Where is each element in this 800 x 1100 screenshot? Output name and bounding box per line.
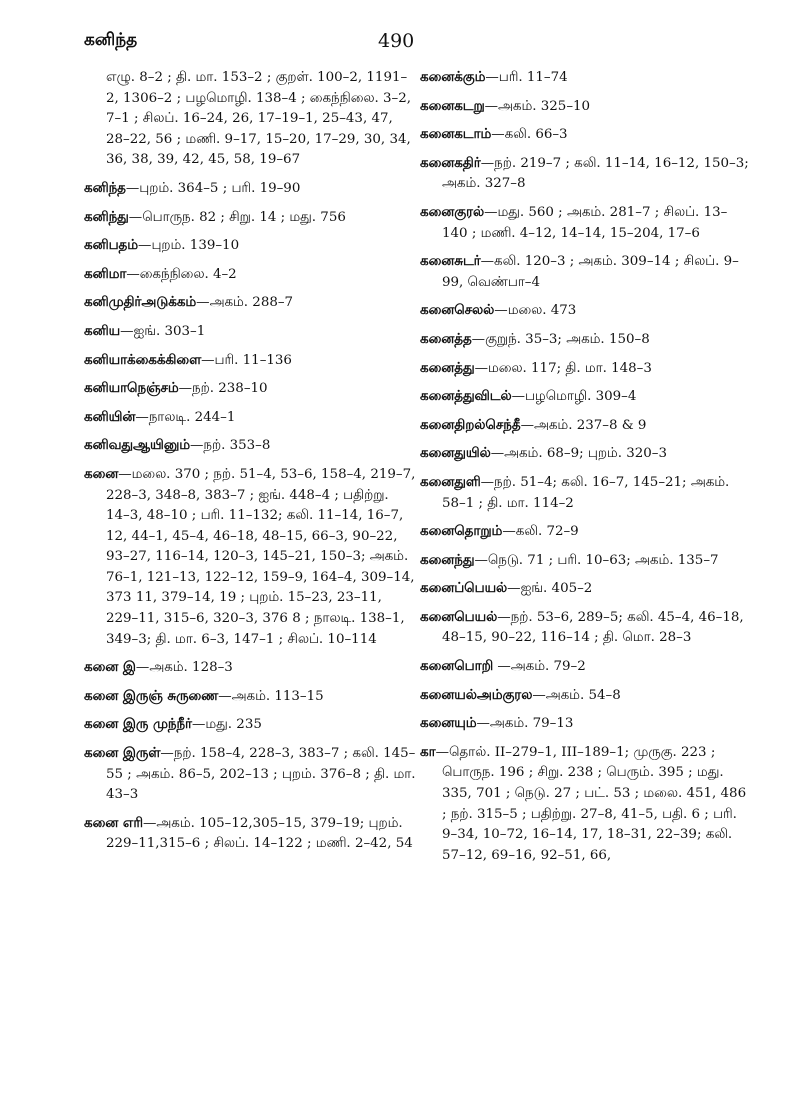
entry-references: —நற். 53–6, 289–5; கலி. 45–4, 46–18, 48–15, 90–22, 116–14 ; தி. மொ. 28–3 (442, 609, 744, 646)
entry-references: —நற். 353–8 (190, 438, 271, 454)
entry-references: —நற். 51–4; கலி. 16–7, 145–21; அகம். 58–1 ; தி. மா. 114–2 (442, 474, 730, 511)
entry-references: —மலை. 370 ; நற். 51–4, 53–6, 158–4, 219–7, 228–3, 348–8, 383–7 ; ஐங். 448–4 ; பதிற்று. 14–3, 48–10 ; பரி. 11–132; கலி. 11–14, 16–7, 12, 44–1, 45–4, 46–18, 48–15, 66–3, 90–22, 93–27, 116–14, 120–3, 145–21, 150–3; அகம். 76–1, 121–13, 122–12, 159–9, 164–4, 309–14, 373 11, 379–14, 19 ; புறம். 15–23, 23–11, 229–11, 315–6, 320–3, 376 8 ; நாலடி. 138–1, 349–3; தி. மா. 6–3, 147–1 ; சிலப். 10–114 (106, 466, 416, 647)
index-entry (84, 687, 416, 708)
index-entry (84, 379, 416, 400)
index-entry (84, 179, 416, 200)
index-entry (420, 387, 752, 408)
entry-headword: கனைப்பெயல் (420, 581, 508, 597)
entry-references: —கலி. 72–9 (502, 524, 579, 540)
entry-headword: கனை இ (84, 660, 136, 676)
index-entry (420, 714, 752, 735)
entry-headword: கா (420, 744, 436, 760)
entry-references: —ஐங். 303–1 (120, 323, 206, 339)
entry-headword: கனைபொறி (420, 659, 494, 675)
index-entry (420, 522, 752, 543)
entry-references: —அகம். 54–8 (532, 687, 621, 703)
entry-headword: கனைந்து (420, 552, 475, 568)
index-entry (84, 236, 416, 257)
index-entry (420, 579, 752, 600)
entry-references: —குறுந். 35–3; அகம். 150–8 (471, 331, 650, 347)
entry-references: —கலி. 66–3 (491, 127, 568, 143)
entry-headword: கனை இருஞ் சுருணை (84, 688, 219, 704)
index-entry (420, 551, 752, 572)
entry-headword: கனை இரு முந்நீர் (84, 717, 193, 733)
index-entry (420, 686, 752, 707)
entry-references: —புறம். 364–5 ; பரி. 19–90 (125, 180, 301, 196)
index-entry (420, 252, 752, 293)
index-entry (84, 293, 416, 314)
index-entry (420, 330, 752, 351)
index-entry (420, 68, 752, 89)
index-entry (84, 814, 416, 855)
entry-references: —அகம். 79–13 (476, 716, 574, 732)
entry-references: —மலை. 473 (494, 303, 577, 319)
page-number: 490 (378, 30, 415, 52)
index-entry (84, 208, 416, 229)
entry-references: —அகம். 288–7 (196, 295, 294, 311)
index-entry (84, 322, 416, 343)
entry-headword: கனையும் (420, 716, 477, 732)
entry-references: —கைந்நிலை. 4–2 (126, 266, 237, 282)
index-entry (420, 301, 752, 322)
index-entry (420, 657, 752, 678)
entry-headword: கனைதொறும் (420, 524, 503, 540)
entry-headword: கனை இருள் (84, 746, 161, 762)
index-entry (420, 125, 752, 146)
entry-headword: கனிமா (84, 266, 127, 282)
entry-headword: கனை எரி (84, 815, 143, 831)
entry-references: —பரி. 11–74 (485, 70, 568, 85)
entry-headword: கனிந்த (84, 180, 126, 196)
entry-headword: கனைக்கும் (420, 70, 486, 85)
index-entry (420, 203, 752, 244)
index-entry (84, 715, 416, 736)
entry-headword: கனைதிறல்செந்தீ (420, 417, 521, 433)
entry-headword: கனியாக்கைக்கிளை (84, 352, 202, 368)
entry-references: —தொல். II–279–1, III–189–1; முருகு. 223 ; பொருந. 196 ; சிறு. 238 ; பெரும். 395 ; மது. 335, 701 ; நெடு. 27 ; பட். 53 ; மலை. 451, 486 ; நற். 315–5 ; பதிற்று. 27–8, 41–5, பதி. 6 ; பரி. 9–34, 10–72, 16–14, 17, 18–31, 22–39; கலி. 57–12, 69–16, 92–51, 66, (435, 744, 747, 863)
entry-references: —ஐங். 405–2 (507, 581, 593, 597)
entry-references: —அகம். 68–9; புறம். 320–3 (490, 446, 667, 462)
entry-references: —நாலடி. 244–1 (135, 409, 236, 425)
entry-headword: கனையல்அம்குரல (420, 687, 533, 703)
index-entry (84, 408, 416, 429)
index-entry (84, 744, 416, 806)
entry-headword: கனைதுளி (420, 474, 481, 490)
entry-references: —அகம். 325–10 (484, 98, 591, 114)
index-entry (420, 97, 752, 118)
entry-headword: கனைகதிர் (420, 155, 481, 171)
index-entry (420, 444, 752, 465)
entry-headword: கனிமுதிர்அடுக்கம் (84, 295, 197, 311)
entry-references: —பழமொழி. 309–4 (511, 389, 637, 405)
entry-references: —மலை. 117; தி. மா. 148–3 (474, 360, 652, 376)
entry-references: —மது. 560 ; அகம். 281–7 ; சிலப். 13–140 ; மணி. 4–12, 14–14, 15–204, 17–6 (442, 204, 728, 241)
entry-headword: கனைகடறு (420, 98, 485, 114)
left-column (84, 68, 416, 863)
entry-headword: கனிபதம் (84, 238, 139, 254)
index-entry (84, 265, 416, 286)
entry-references: —அகம். 128–3 (135, 660, 233, 676)
index-entry (420, 359, 752, 380)
running-header-word: கனிந்த (84, 30, 138, 50)
entry-references: —அகம். 79–2 (493, 659, 586, 675)
index-entry (420, 743, 752, 867)
entry-headword: கனைகடாம் (420, 127, 492, 143)
index-entry (84, 658, 416, 679)
entry-headword: கனைசுடர் (420, 254, 481, 270)
entry-headword: கனைத்த (420, 331, 472, 347)
entry-headword: கனைசெலல் (420, 303, 495, 319)
entry-headword: கனைகுரல் (420, 204, 485, 220)
entry-headword: கனைத்து (420, 360, 475, 376)
index-entry (84, 436, 416, 457)
index-entry (420, 154, 752, 195)
entry-headword: கனைபெயல் (420, 609, 498, 625)
entry-headword: கனிவதுஆயினும் (84, 438, 191, 454)
index-entry (420, 473, 752, 514)
index-entry (420, 416, 752, 437)
entry-references: —அகம். 237–8 & 9 (520, 417, 647, 433)
entry-headword: கனைதுயில் (420, 446, 491, 462)
entry-references: —கலி. 120–3 ; அகம். 309–14 ; சிலப். 9–99, வெண்பா–4 (442, 254, 739, 290)
index-entry (84, 351, 416, 372)
entry-references: —அகம். 113–15 (218, 688, 324, 704)
entry-headword: கனியின் (84, 409, 136, 425)
entry-headword: கனிந்து (84, 209, 129, 225)
entry-references: —நற். 158–4, 228–3, 383–7 ; கலி. 145–55 ; அகம். 86–5, 202–13 ; புறம். 376–8 ; தி. மா. 43–3 (106, 746, 416, 803)
entry-references: —நற். 219–7 ; கலி. 11–14, 16–12, 150–3; அகம். 327–8 (442, 155, 749, 192)
entry-references: —புறம். 139–10 (138, 238, 240, 254)
entry-references: —நற். 238–10 (178, 381, 268, 397)
entry-references: —நெடு. 71 ; பரி. 10–63; அகம். 135–7 (474, 552, 719, 568)
entry-references: —மது. 235 (192, 717, 262, 733)
index-entry (84, 465, 416, 650)
entry-headword: கனைத்துவிடல் (420, 389, 512, 405)
entry-references: —பரி. 11–136 (201, 352, 292, 368)
entry-headword: கனியாநெஞ்சம் (84, 381, 179, 397)
entry-references: —அகம். 105–12,305–15, 379–19; புறம். 229–11,315–6 ; சிலப். 14–122 ; மணி. 2–42, 54 (106, 815, 413, 852)
entry-headword: கனை (84, 466, 119, 482)
index-entry (84, 68, 416, 171)
right-column (420, 68, 752, 874)
index-entry (420, 608, 752, 649)
entry-references: —பொருந. 82 ; சிறு. 14 ; மது. 756 (128, 209, 346, 225)
entry-references: எழு. 8–2 ; தி. மா. 153–2 ; குறள். 100–2, 1191–2, 1306–2 ; பழமொழி. 138–4 ; கைந்நிலை. 3–2, 7–1 ; சிலப். 16–24, 26, 17–19–1, 25–43, 47, 28–22, 56 ; மணி. 9–17, 15–20, 17–29, 30, 34, 36, 38, 39, 42, 45, 58, 19–67 (106, 70, 411, 168)
entry-headword: கனிய (84, 323, 121, 339)
